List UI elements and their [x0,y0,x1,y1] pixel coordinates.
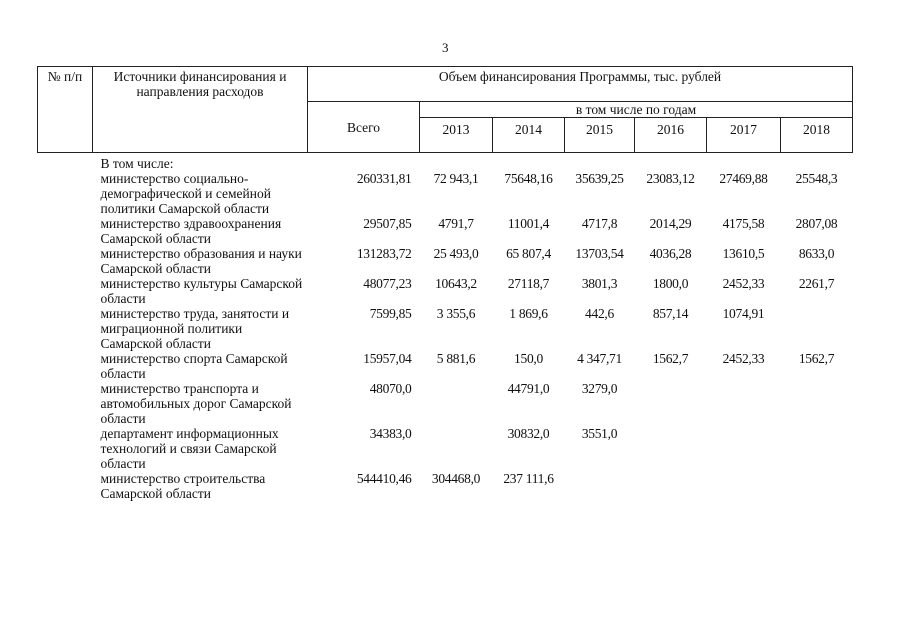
row-value: 75648,16 [504,171,553,186]
row-name: министерство образования и науки Самарской области [100,246,302,276]
row-num [38,351,93,381]
header-year: 2016 [635,118,707,153]
row-total: 29507,85 [363,216,412,231]
row-value [781,426,853,471]
intro-text: В том числе: [100,156,174,171]
row-name: департамент информационных технологий и связи Самарской области [100,426,279,471]
header-volume: Объем финансирования Программы, тыс. рублей [308,67,853,102]
row-value: 1562,7 [652,351,689,366]
row-value: 23083,12 [646,171,695,186]
row-value: 30832,0 [507,426,550,441]
row-value: 442,6 [585,306,614,321]
row-value: 4175,58 [722,216,765,231]
row-total: 7599,85 [369,306,412,321]
row-value: 3551,0 [581,426,618,441]
row-value: 1074,91 [722,306,765,321]
table-row [38,216,853,246]
row-num [38,216,93,246]
financing-table [37,66,853,501]
row-value: 3801,3 [581,276,618,291]
row-value: 2452,33 [722,276,765,291]
row-value [707,426,781,471]
row-value: 3279,0 [581,381,618,396]
row-num [38,381,93,426]
row-num [38,426,93,471]
table-row [38,426,853,471]
row-name: министерство транспорта и автомобильных дорог Самарской области [100,381,292,426]
row-value: 4036,28 [649,246,692,261]
row-value: 72 943,1 [433,171,479,186]
row-value: 1800,0 [652,276,689,291]
row-num [38,276,93,306]
row-num [38,306,93,351]
row-value [635,471,707,501]
row-total: 544410,46 [356,471,412,486]
row-value: 4717,8 [581,216,618,231]
row-value: 150,0 [514,351,543,366]
row-total: 131283,72 [356,246,412,261]
row-value: 857,14 [652,306,689,321]
row-name: министерство здравоохранения Самарской области [100,216,282,246]
row-num [38,171,93,216]
row-value [635,381,707,426]
header-by-years: в том числе по годам [420,102,853,118]
table-row [38,246,853,276]
row-total: 48070,0 [369,381,412,396]
row-value [420,426,493,471]
row-value: 27118,7 [507,276,550,291]
row-value [781,381,853,426]
row-name: министерство культуры Самарской области [100,276,303,306]
row-value [707,381,781,426]
row-value: 13703,54 [575,246,624,261]
row-value: 304468,0 [431,471,481,486]
row-name: министерство спорта Самарской области [100,351,288,381]
row-value [565,471,635,501]
table-row [38,306,853,351]
row-value: 44791,0 [507,381,550,396]
header-year: 2013 [420,118,493,153]
header-year: 2017 [707,118,781,153]
table-row [38,471,853,501]
row-total: 15957,04 [363,351,412,366]
table-row [38,351,853,381]
header-year: 2014 [493,118,565,153]
table-row [38,171,853,216]
header-total: Всего [308,102,420,153]
row-value: 4 347,71 [577,351,622,366]
row-total: 48077,23 [363,276,412,291]
row-value: 13610,5 [722,246,765,261]
row-name: министерство строительства Самарской области [100,471,266,501]
row-value: 2452,33 [722,351,765,366]
row-value: 4791,7 [438,216,474,231]
header-year: 2015 [565,118,635,153]
row-total: 34383,0 [369,426,412,441]
row-value: 2261,7 [798,276,835,291]
row-name: министерство труда, занятости и миграционной политики Самарской области [100,306,290,351]
row-value: 11001,4 [507,216,550,231]
row-value: 237 111,6 [503,471,554,486]
row-value [781,471,853,501]
row-value: 2014,29 [649,216,692,231]
header-sources: Источники финансирования и направления расходов [93,67,308,153]
row-value: 2807,08 [795,216,838,231]
row-value: 65 807,4 [506,246,551,261]
row-value [420,381,493,426]
row-value: 35639,25 [575,171,624,186]
table-row [38,276,853,306]
row-value: 27469,88 [719,171,768,186]
row-value [635,426,707,471]
row-name: министерство социально-демографической и семейной политики Самарской области [100,171,271,216]
row-value [707,471,781,501]
row-value: 25 493,0 [433,246,479,261]
header-year: 2018 [781,118,853,153]
row-total: 260331,81 [356,171,412,186]
table-body [38,153,853,502]
page-number: 3 [442,40,449,55]
row-value: 1562,7 [798,351,835,366]
row-value: 5 881,6 [436,351,476,366]
table-row [38,381,853,426]
row-value: 10643,2 [435,276,477,291]
row-value [781,306,853,351]
row-value: 8633,0 [798,246,835,261]
row-value: 25548,3 [795,171,838,186]
row-value: 1 869,6 [509,306,548,321]
row-num [38,471,93,501]
row-num [38,246,93,276]
row-value: 3 355,6 [436,306,476,321]
header-num: № п/п [38,67,93,153]
